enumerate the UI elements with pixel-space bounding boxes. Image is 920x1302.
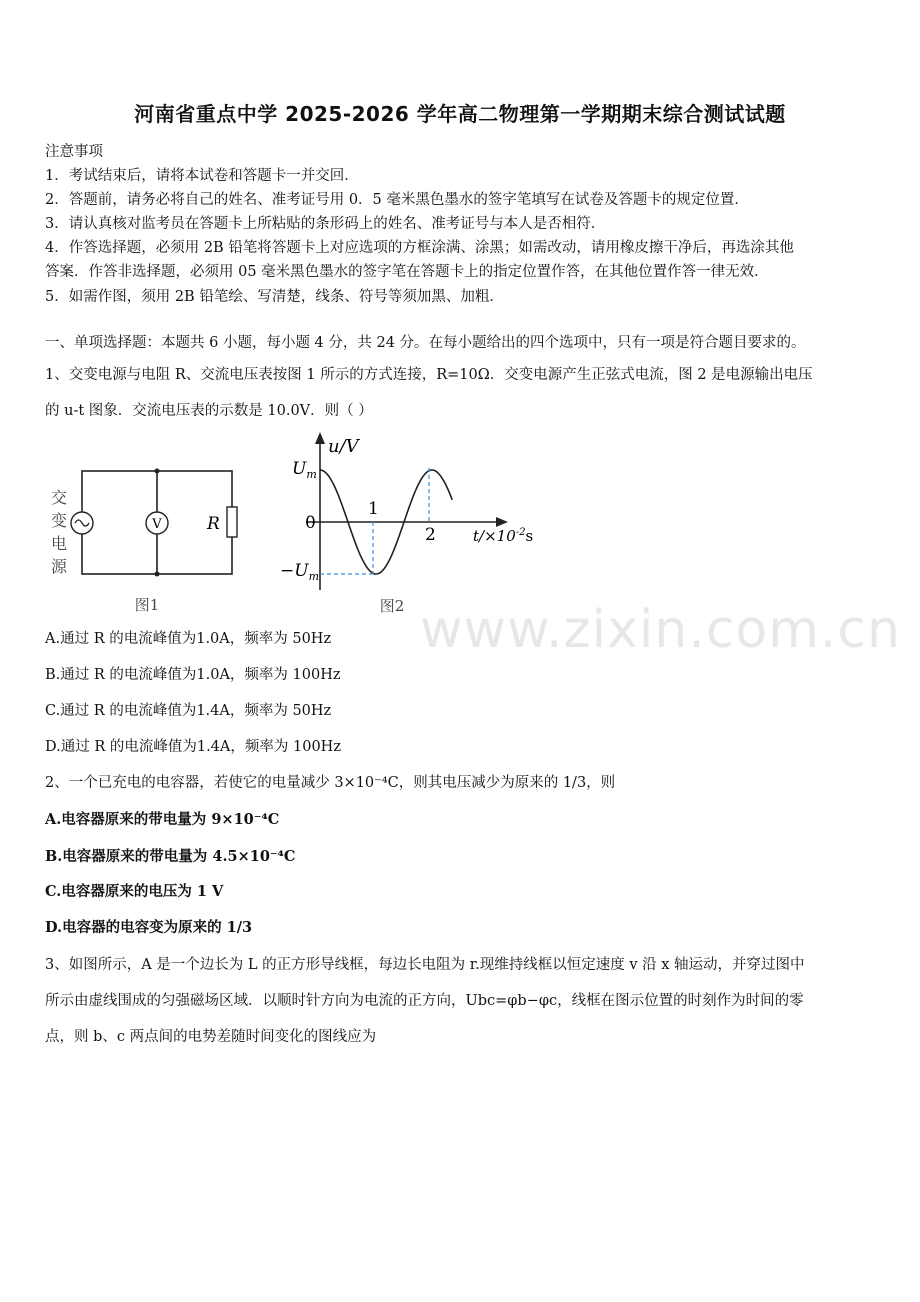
source-label-char: 源	[51, 557, 68, 576]
y-axis-label: u/V	[328, 436, 359, 457]
q3-stem-line3: 点，则 b、c 两点间的电势差随时间变化的图线应为	[45, 1029, 377, 1045]
q1-option-c: C.通过 R 的电流峰值为1.4A，频率为 50Hz	[45, 703, 332, 719]
figure-2-ut-graph	[270, 428, 550, 623]
x-tick-2: 2	[425, 525, 436, 545]
figure-1-caption: 图1	[134, 596, 160, 614]
source-label-char: 变	[51, 511, 68, 530]
watermark: www.zixin.com.cn	[420, 600, 901, 660]
origin-label: 0	[305, 513, 316, 533]
neg-um-label: $-U_m$	[280, 561, 320, 583]
q1-option-d: D.通过 R 的电流峰值为1.4A，频率为 100Hz	[45, 739, 341, 755]
voltmeter-label: V	[152, 517, 162, 532]
q2-option-a: A.电容器原来的带电量为 9×10⁻⁴C	[45, 811, 280, 828]
notice-item: 3．请认真核对监考员在答题卡上所粘贴的条形码上的姓名、准考证号与本人是否相符．	[45, 216, 606, 232]
x-arrow-icon	[496, 517, 508, 527]
figure-1-circuit	[45, 455, 255, 620]
x-tick-1: 1	[368, 499, 379, 519]
notice-item: 4．作答选择题，必须用 2B 铅笔将答题卡上对应选项的方框涂满、涂黑；如需改动，请用橡皮擦干净后，再选涂其他	[45, 240, 794, 256]
q1-stem-line1: 1、交变电源与电阻 R、交流电压表按图 1 所示的方式连接，R=10Ω．交变电源产生正弦式电流，图 2 是电源输出电压	[45, 367, 813, 383]
notice-item: 5．如需作图，须用 2B 铅笔绘、写清楚，线条、符号等须加黑、加粗．	[45, 289, 504, 305]
ac-source-icon	[71, 512, 93, 534]
q1-stem-line2: 的 u-t 图象．交流电压表的示数是 10.0V．则（ ）	[45, 403, 373, 419]
x-axis-label: $t/\times 10^{-2}s$	[473, 527, 534, 545]
q2-stem: 2、一个已充电的电容器，若使它的电量减少 3×10⁻⁴C，则其电压减少为原来的 1/3，则	[45, 775, 616, 791]
resistor-icon	[227, 507, 237, 537]
q2-option-c: C.电容器原来的电压为 1 V	[45, 883, 224, 900]
q2-option-b: B.电容器原来的带电量为 4.5×10⁻⁴C	[45, 848, 296, 865]
section-heading: 一、单项选择题：本题共 6 小题，每小题 4 分，共 24 分。在每小题给出的四个选项中，只有一项是符合题目要求的。	[45, 335, 806, 351]
figure-2-caption: 图2	[379, 597, 405, 615]
resistor-label: R	[207, 514, 220, 534]
q1-option-b: B.通过 R 的电流峰值为1.0A，频率为 100Hz	[45, 667, 341, 683]
q3-stem-line2: 所示由虚线围成的匀强磁场区域．以顺时针方向为电流的正方向，Ubc=φb−φc，线框在图示位置的时刻作为时间的零	[45, 993, 804, 1009]
y-arrow-icon	[315, 432, 325, 444]
um-label: $U_m$	[292, 459, 317, 481]
notice-item: 1．考试结束后，请将本试卷和答题卡一并交回．	[45, 168, 359, 184]
q2-option-d: D.电容器的电容变为原来的 1/3	[45, 919, 253, 936]
page-title: 河南省重点中学 2025-2026 学年高二物理第一学期期末综合测试试题	[134, 102, 786, 126]
source-label-char: 电	[51, 534, 68, 553]
q3-stem-line1: 3、如图所示，A 是一个边长为 L 的正方形导线框，每边长电阻为 r.现维持线框以恒定速度 v 沿 x 轴运动，并穿过图中	[45, 957, 805, 973]
notice-item: 答案．作答非选择题，必须用 05 毫米黑色墨水的签字笔在答题卡上的指定位置作答，在其他位置作答一律无效．	[45, 264, 769, 280]
notice-heading: 注意事项	[45, 144, 103, 160]
q1-option-a: A.通过 R 的电流峰值为1.0A，频率为 50Hz	[45, 631, 332, 647]
source-label-char: 交	[51, 488, 68, 507]
notice-item: 2．答题前，请务必将自己的姓名、准考证号用 0．5 毫米黑色墨水的签字笔填写在试卷及答题卡的规定位置．	[45, 192, 749, 208]
